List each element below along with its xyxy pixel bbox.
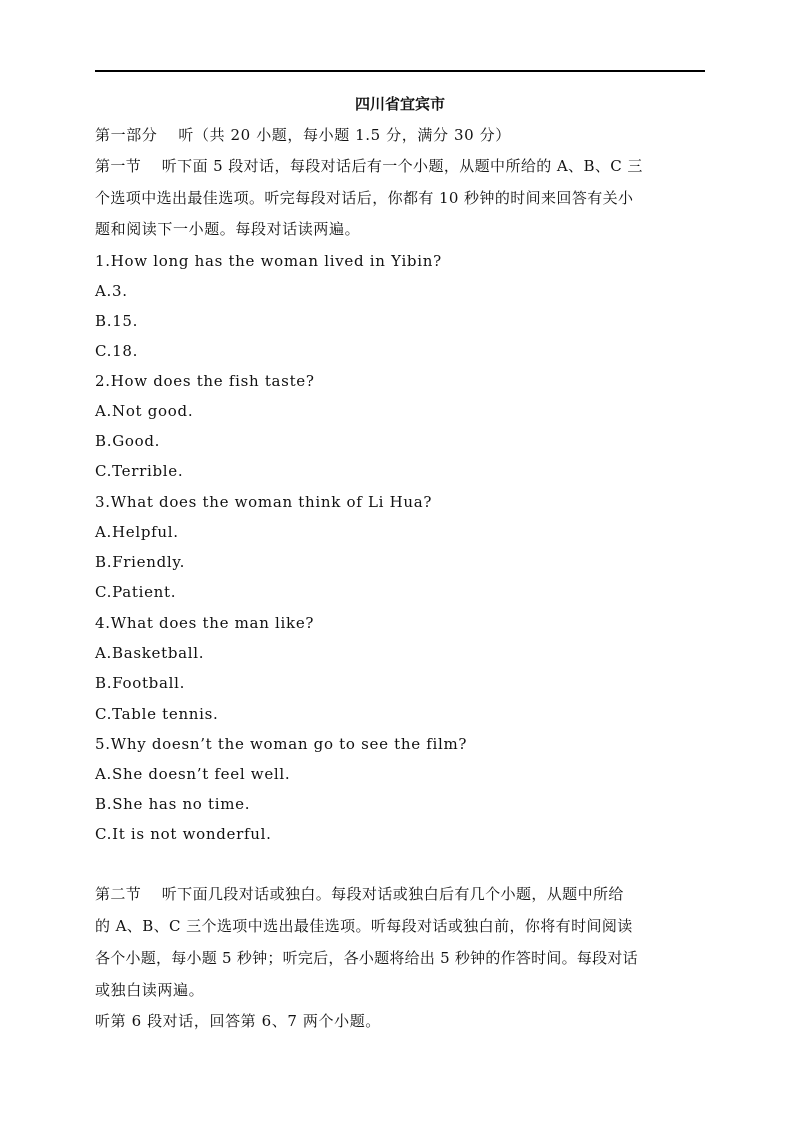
question-5-option-c: C.It is not wonderful. <box>95 825 272 843</box>
question-2-option-c: C.Terrible. <box>95 462 184 480</box>
question-4-option-c: C.Table tennis. <box>95 705 219 723</box>
header-rule <box>95 70 705 72</box>
question-5-stem: 5.Why doesn’t the woman go to see the film? <box>95 735 468 753</box>
question-5-option-b: B.She has no time. <box>95 795 251 813</box>
question-4-option-b: B.Football. <box>95 674 186 692</box>
question-2-stem: 2.How does the fish taste? <box>95 372 315 390</box>
part1-header: 第一部分 听（共 20 小题，每小题 1.5 分，满分 30 分） <box>95 126 511 144</box>
section2-instructions-line1: 第二节 听下面几段对话或独白。每段对话或独白后有几个小题，从题中所给 <box>95 885 624 903</box>
question-1-option-b: B.15. <box>95 312 139 330</box>
question-5-option-a: A.She doesn’t feel well. <box>95 765 291 783</box>
question-2-option-a: A.Not good. <box>95 402 194 420</box>
question-1-stem: 1.How long has the woman lived in Yibin? <box>95 252 442 270</box>
section2-dialogue-6-intro: 听第 6 段对话，回答第 6、7 两个小题。 <box>95 1012 381 1030</box>
question-3-option-a: A.Helpful. <box>95 523 179 541</box>
question-2-option-b: B.Good. <box>95 432 161 450</box>
question-4-stem: 4.What does the man like? <box>95 614 315 632</box>
section2-instructions-line4: 或独白读两遍。 <box>95 981 205 999</box>
page-title: 四川省宜宾市 <box>354 95 445 113</box>
section1-instructions-line2: 个选项中选出最佳选项。听完每段对话后，你都有 10 秒钟的时间来回答有关小 <box>95 189 634 207</box>
question-3-option-b: B.Friendly. <box>95 553 186 571</box>
question-1-option-c: C.18. <box>95 342 139 360</box>
question-3-option-c: C.Patient. <box>95 583 177 601</box>
section2-instructions-line2: 的 A、B、C 三个选项中选出最佳选项。听每段对话或独白前，你将有时间阅读 <box>95 917 633 935</box>
section2-instructions-line3: 各个小题，每小题 5 秒钟；听完后，各小题将给出 5 秒钟的作答时间。每段对话 <box>95 949 638 967</box>
question-1-option-a: A.3. <box>95 282 128 300</box>
section1-instructions-line1: 第一节 听下面 5 段对话，每段对话后有一个小题，从题中所给的 A、B、C 三 <box>95 157 643 175</box>
section1-instructions-line3: 题和阅读下一小题。每段对话读两遍。 <box>95 220 361 238</box>
question-4-option-a: A.Basketball. <box>95 644 205 662</box>
question-3-stem: 3.What does the woman think of Li Hua? <box>95 493 433 511</box>
